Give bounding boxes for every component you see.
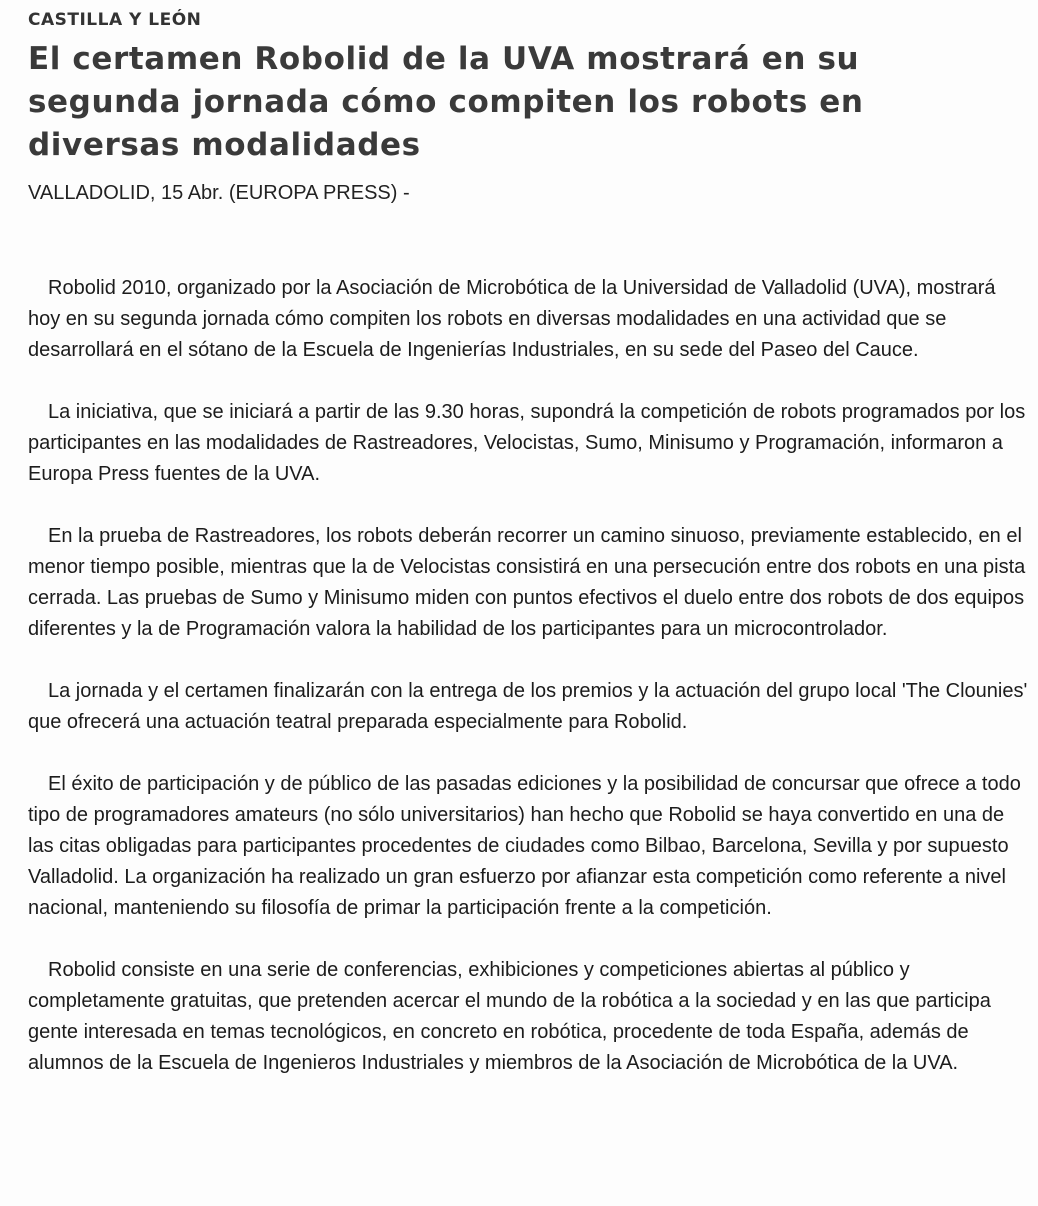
paragraph: La iniciativa, que se iniciará a partir de las 9.30 horas, supondrá la competición de robots programados por los participantes en las modalidades de Rastreadores, Velocistas, Sumo, Minisumo y Programación, informaron a Europa Press fuentes de la UVA.: [28, 401, 1026, 485]
headline: El certamen Robolid de la UVA mostrará en su segunda jornada cómo compiten los robots en diversas modalidades: [28, 41, 864, 163]
paragraph: Robolid consiste en una serie de conferencias, exhibiciones y competiciones abiertas al público y completamente gratuitas, que pretenden acercar el mundo de la robótica a la sociedad y en las que participa gente interesada en temas tecnológicos, en concreto en robótica, procedente de toda España, además de alumnos de la Escuela de Ingenieros Industriales y miembros de la Asociación de Microbótica de la UVA.: [28, 959, 991, 1074]
paragraph: En la prueba de Rastreadores, los robots deberán recorrer un camino sinuoso, previamente establecido, en el menor tiempo posible, mientras que la de Velocistas consistirá en una persecución entre dos robots en una pista cerrada. Las pruebas de Sumo y Minisumo miden con puntos efectivos el duelo entre dos robots de dos equipos diferentes y la de Programación valora la habilidad de los participantes para un microcontrolador.: [28, 525, 1026, 640]
paragraph: El éxito de participación y de público de las pasadas ediciones y la posibilidad de concursar que ofrece a todo tipo de programadores amateurs (no sólo universitarios) han hecho que Robolid se haya convertido en una de las citas obligadas para participantes procedentes de ciudades como Bilbao, Barcelona, Sevilla y por supuesto Valladolid. La organización ha realizado un gran esfuerzo por afianzar esta competición como referente a nivel nacional, manteniendo su filosofía de primar la participación frente a la competición.: [28, 773, 1021, 919]
dateline: VALLADOLID, 15 Abr. (EUROPA PRESS) -: [28, 182, 410, 204]
paragraph: Robolid 2010, organizado por la Asociación de Microbótica de la Universidad de Valladolid (UVA), mostrará hoy en su segunda jornada cómo compiten los robots en diversas modalidades en una actividad que se desarrollará en el sótano de la Escuela de Ingenierías Industriales, en su sede del Paseo del Cauce.: [28, 277, 996, 361]
section-label: CASTILLA Y LEÓN: [28, 10, 202, 30]
paragraph: La jornada y el certamen finalizarán con la entrega de los premios y la actuación del grupo local 'The Clounies' que ofrecerá una actuación teatral preparada especialmente para Robolid.: [28, 680, 1028, 733]
article-body: [28, 273, 1028, 1079]
